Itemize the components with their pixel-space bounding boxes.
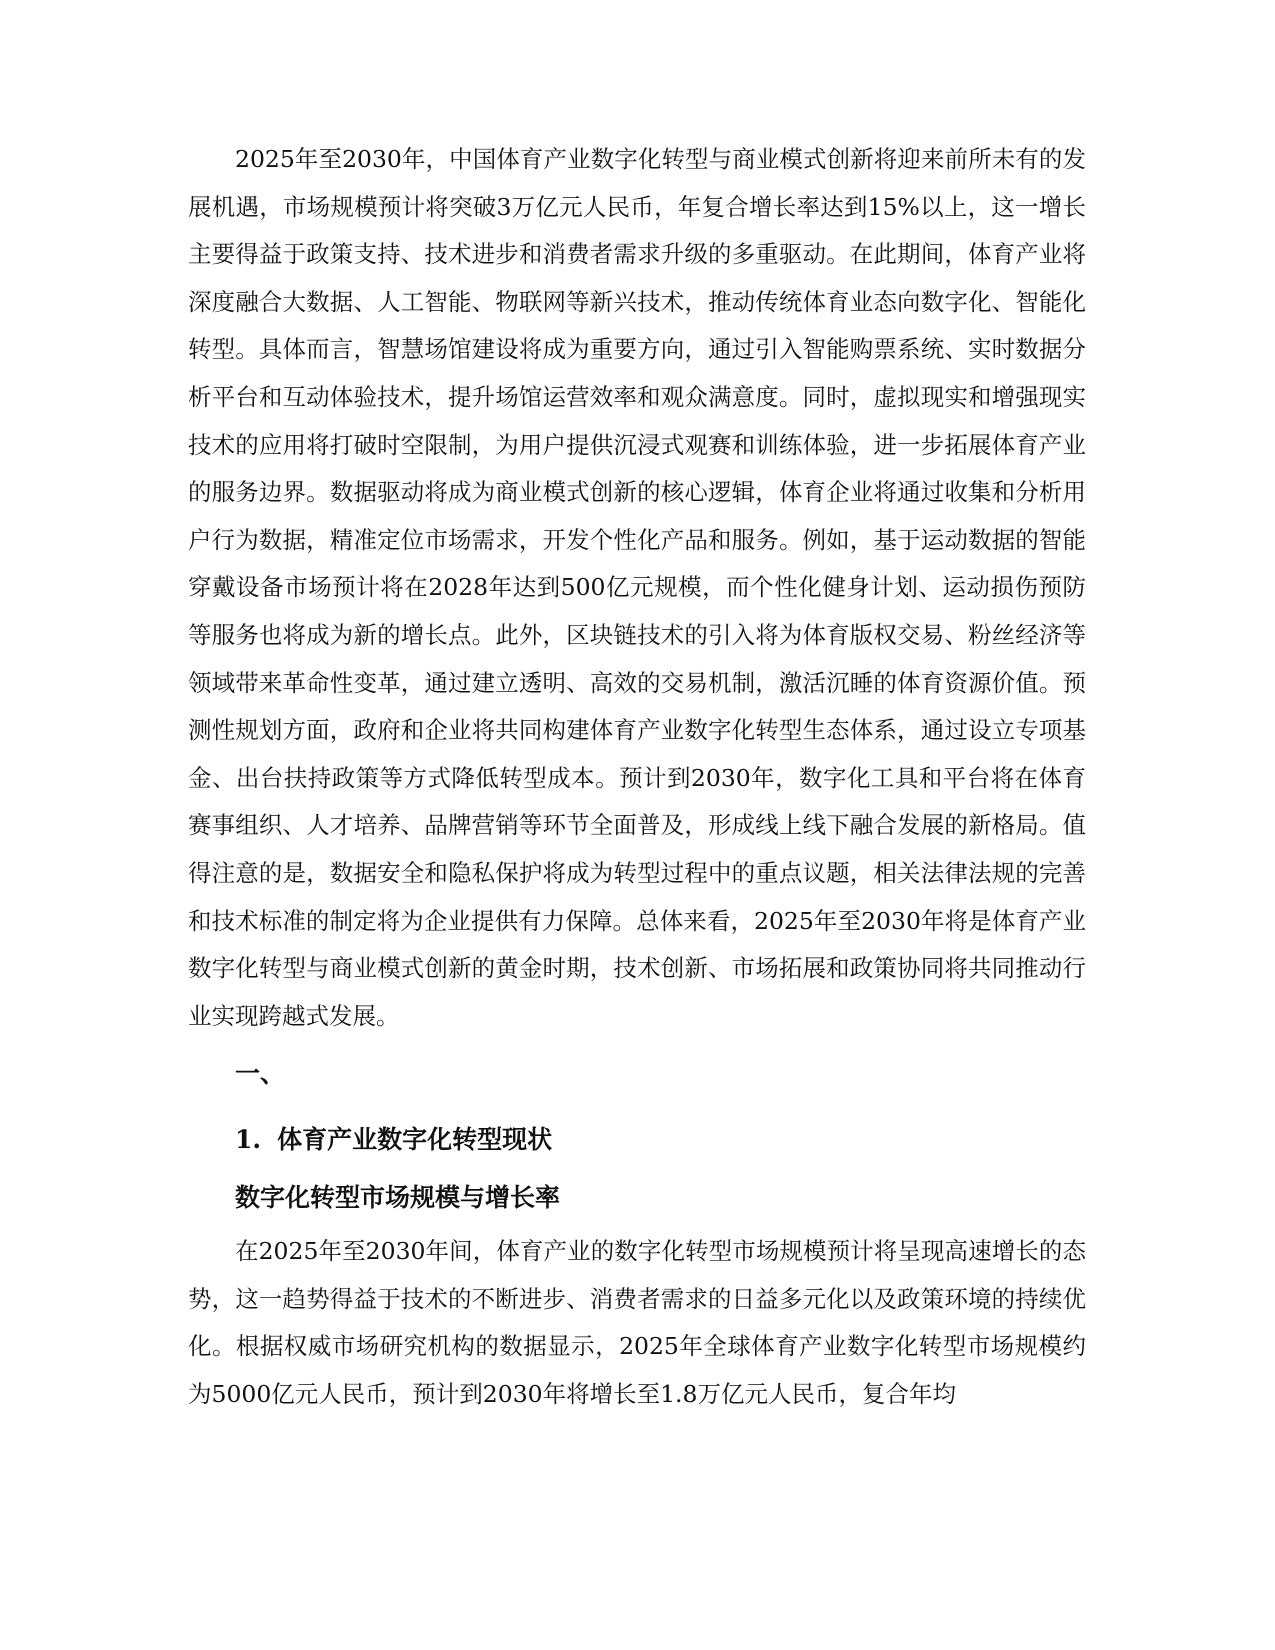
sub-subsection-title: 数字化转型市场规模与增长率 (235, 1183, 561, 1213)
section-marker: 一、 (235, 1059, 286, 1089)
subsection-number: 1. (235, 1125, 262, 1155)
document-body (188, 136, 1086, 1419)
second-paragraph: 在2025年至2030年间，体育产业的数字化转型市场规模预计将呈现高速增长的态势，这一趋势得益于技术的不断进步、消费者需求的日益多元化以及政策环境的持续优化。根据权威市场研究机构的数据显示，2025年全球体育产业数字化转型市场规模约为5000亿元人民币，预计到2030年将增长至1.8万亿元人民币，复合年均 (188, 1237, 1086, 1409)
subsection-title: 体育产业数字化转型现状 (277, 1125, 553, 1155)
intro-paragraph: 2025年至2030年，中国体育产业数字化转型与商业模式创新将迎来前所未有的发展机遇，市场规模预计将突破3万亿元人民币，年复合增长率达到15%以上，这一增长主要得益于政策支持、技术进步和消费者需求升级的多重驱动。在此期间，体育产业将深度融合大数据、人工智能、物联网等新兴技术，推动传统体育业态向数字化、智能化转型。具体而言，智慧场馆建设将成为重要方向，通过引入智能购票系统、实时数据分析平台和互动体验技术，提升场馆运营效率和观众满意度。同时，虚拟现实和增强现实技术的应用将打破时空限制，为用户提供沉浸式观赛和训练体验，进一步拓展体育产业的服务边界。数据驱动将成为商业模式创新的核心逻辑，体育企业将通过收集和分析用户行为数据，精准定位市场需求，开发个性化产品和服务。例如，基于运动数据的智能穿戴设备市场预计将在2028年达到500亿元规模，而个性化健身计划、运动损伤预防等服务也将成为新的增长点。此外，区块链技术的引入将为体育版权交易、粉丝经济等领域带来革命性变革，通过建立透明、高效的交易机制，激活沉睡的体育资源价值。预测性规划方面，政府和企业将共同构建体育产业数字化转型生态体系，通过设立专项基金、出台扶持政策等方式降低转型成本。预计到2030年，数字化工具和平台将在体育赛事组织、人才培养、品牌营销等环节全面普及，形成线上线下融合发展的新格局。值得注意的是，数据安全和隐私保护将成为转型过程中的重点议题，相关法律法规的完善和技术标准的制定将为企业提供有力保障。总体来看，2025年至2030年将是体育产业数字化转型与商业模式创新的黄金时期，技术创新、市场拓展和政策协同将共同推动行业实现跨越式发展。 (188, 145, 1086, 1030)
subsection-heading (188, 1114, 1086, 1166)
